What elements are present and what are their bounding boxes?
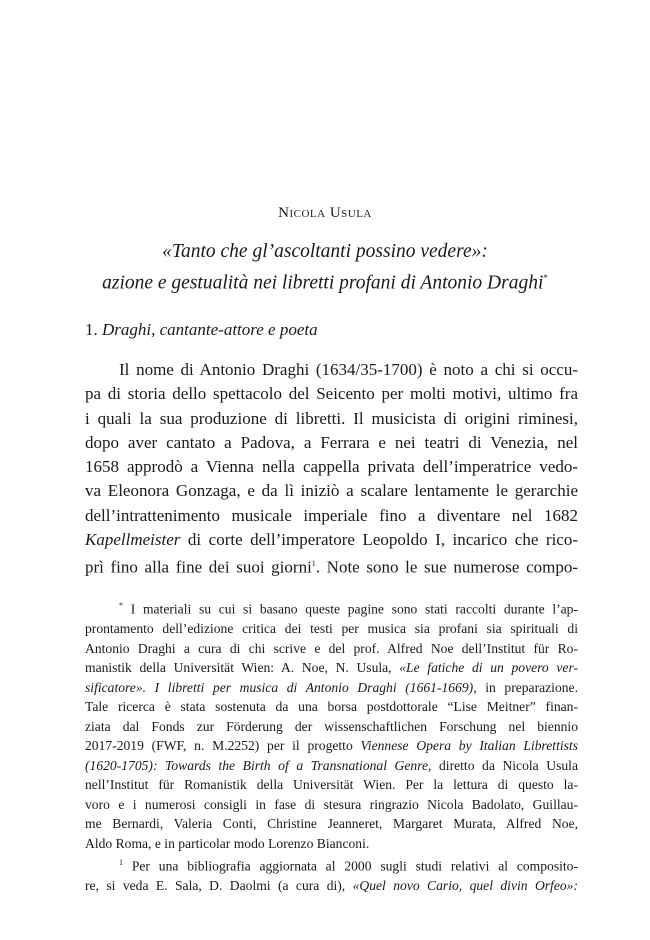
footnote-text: , diretto da Nicola Usula [428, 757, 578, 773]
title-line-2-text: azione e gestualità nei libretti profani di Antonio Draghi [102, 272, 544, 294]
footnote-italic: sificatore». I libretti per musica di Antonio Draghi (1661-1669) [85, 679, 474, 695]
body-text: . Note sono le sue numerose compo- [315, 558, 578, 578]
title-footnote-mark[interactable]: * [543, 273, 548, 283]
footnote-ref-1[interactable]: 1 [311, 559, 316, 569]
footnote-line: Tale ricerca è stata sostenuta da una borsa postdottorale “Lise Meitner” finan- [85, 699, 578, 715]
body-line: dell’intrattenimento musicale imperiale fino a diventare nel 1682 [85, 505, 578, 525]
title-line-1: «Tanto che gl’ascoltanti possino vedere»: [162, 241, 488, 262]
section-heading [85, 320, 318, 340]
footnote-line [85, 756, 578, 776]
footnote-italic: «Le fatiche di un povero ver- [399, 660, 578, 676]
footnote-italic: «Quel novo Cario, quel divin Orfeo»: [352, 878, 578, 894]
footnote-text: re, si veda E. Sala, D. Daolmi (a cura di), [85, 878, 353, 894]
body-text: di corte dell’imperatore Leopoldo I, incarico che rico- [180, 530, 578, 550]
footnote-line: ziata dal Fonds zur Förderung der wissenschaftlichen Forschung nel biennio [85, 718, 578, 734]
section-title: Draghi, cantante-attore e poeta [102, 320, 318, 339]
footnote-text: , in preparazione. [473, 679, 578, 695]
footnote-line [85, 853, 578, 876]
footnote-line [85, 876, 578, 896]
footnote-line: me Bernardi, Valeria Conti, Christine Jeanneret, Margaret Murata, Alfred Noe, [85, 816, 578, 832]
term-kapellmeister: Kapellmeister [85, 530, 181, 550]
body-line: 1658 approdò a Vienna nella cappella privata dell’imperatrice vedo- [85, 457, 578, 477]
body-line: Il nome di Antonio Draghi (1634/35-1700) è noto a chi si occu- [119, 360, 578, 379]
footnotes [85, 596, 578, 896]
body-line: dopo aver cantato a Padova, a Ferrara e nei teatri di Venezia, nel [85, 432, 578, 452]
footnote-italic: (1620-1705): Towards the Birth of a Transnational Genre [85, 757, 429, 773]
footnote-line [85, 658, 578, 678]
body-line [85, 552, 578, 580]
body-text: prì fino alla fine dei suoi giorni [85, 558, 312, 578]
footnote-line: prontamento dell’edizione critica dei testi per musica sia profani sia spirituali di [85, 621, 578, 637]
body-paragraph [85, 358, 578, 580]
body-line: i quali la sua produzione di libretti. Il musicista di origini riminesi, [85, 408, 578, 428]
footnote-mark-1: 1 [119, 858, 123, 868]
footnote-text: Per una bibliografia aggiornata al 2000 sugli studi relativi al composito- [123, 858, 578, 874]
body-line: pa di storia dello spettacolo del Seicento per molti motivi, ultimo fra [85, 384, 578, 404]
footnote-line: nell’Institut für Romanistik della Universität Wien. Per la lettura di questo la- [85, 777, 578, 793]
section-number: 1. [85, 320, 98, 339]
footnote-line: voro e i numerosi consigli in fase di stesura ringrazio Nicola Badolato, Guillau- [85, 796, 578, 812]
footnote-italic: Viennese Opera by Italian Librettists [360, 738, 578, 754]
footnote-text: manistik della Universität Wien: A. Noe, N. Usula, [85, 660, 400, 676]
footnote-line [85, 736, 578, 756]
article-title [0, 238, 650, 297]
author-name: Nicola Usula [278, 205, 372, 221]
footnote-mark-star: * [119, 601, 123, 610]
footnote-text: I materiali su cui si basano queste pagine sono stati raccolti durante l’ap- [123, 601, 578, 617]
footnote-line [85, 678, 578, 698]
footnote-line: Aldo Roma, e in particolar modo Lorenzo Bianconi. [85, 835, 370, 851]
footnote-line: Antonio Draghi a cura di chi scrive e del prof. Alfred Noe dell’Institut für Ro- [85, 640, 578, 656]
footnote-line [85, 596, 578, 619]
body-line [85, 528, 578, 552]
footnote-text: 2017-2019 (FWF, n. M.2252) per il progetto [85, 738, 361, 754]
title-line-2 [0, 265, 650, 297]
body-line: va Eleonora Gonzaga, e da lì iniziò a scalare lentamente le gerarchie [85, 481, 578, 501]
